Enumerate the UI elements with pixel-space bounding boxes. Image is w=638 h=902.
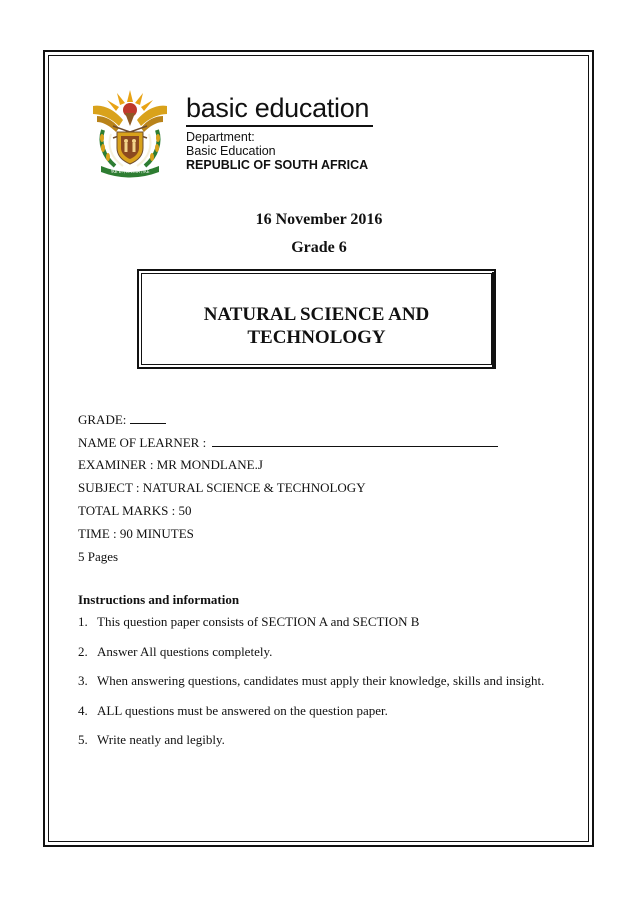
instruction-item (78, 614, 544, 644)
instruction-item (78, 644, 544, 674)
grade-label: GRADE: (78, 412, 127, 427)
instruction-item (78, 703, 544, 733)
learner-name-row (78, 434, 498, 457)
grade-row (78, 411, 498, 434)
instruction-text: This question paper consists of SECTION A and SECTION B (97, 614, 420, 629)
department-label: Department: (186, 130, 255, 144)
instruction-text: When answering questions, candidates must apply their knowledge, skills and insight. (97, 673, 545, 689)
exam-details (78, 411, 498, 572)
instruction-text: ALL questions must be answered on the question paper. (97, 702, 388, 718)
subject-title-line1: NATURAL SCIENCE AND (203, 304, 430, 325)
instruction-number: 1. (78, 614, 88, 629)
subject-row: SUBJECT : NATURAL SCIENCE & TECHNOLOGY (78, 480, 366, 495)
instructions-list (78, 614, 544, 762)
instruction-number: 2. (78, 643, 88, 659)
instructions-heading: Instructions and information (78, 592, 240, 607)
subject-title (141, 303, 492, 349)
instruction-number: 5. (78, 732, 88, 748)
grade-blank-field[interactable] (130, 411, 166, 424)
instruction-text: Write neatly and legibly. (97, 732, 225, 748)
learner-name-blank-field[interactable] (212, 434, 498, 447)
subject-title-line2: TECHNOLOGY (247, 327, 386, 348)
instruction-text: Answer All questions completely. (97, 643, 273, 659)
brand-title: basic education (186, 93, 370, 123)
coat-of-arms-logo (89, 86, 171, 178)
total-marks-row: TOTAL MARKS : 50 (78, 503, 192, 518)
pages-row: 5 Pages (78, 549, 119, 564)
instruction-number: 3. (78, 673, 88, 689)
brand-divider (186, 125, 373, 127)
learner-name-label: NAME OF LEARNER : (78, 435, 207, 450)
instruction-number: 4. (78, 702, 88, 718)
crest-motto: !KE E: /XARRA //KE (110, 169, 150, 174)
instruction-item (78, 732, 544, 762)
department-logo-text (186, 94, 373, 172)
time-row: TIME : 90 MINUTES (78, 526, 194, 541)
exam-grade: Grade 6 (291, 239, 347, 256)
country-name: REPUBLIC OF SOUTH AFRICA (186, 158, 369, 172)
department-name: Basic Education (186, 144, 276, 158)
examiner-row: EXAMINER : MR MONDLANE.J (78, 457, 263, 472)
instruction-item (78, 673, 544, 703)
exam-date: 16 November 2016 (255, 211, 383, 228)
